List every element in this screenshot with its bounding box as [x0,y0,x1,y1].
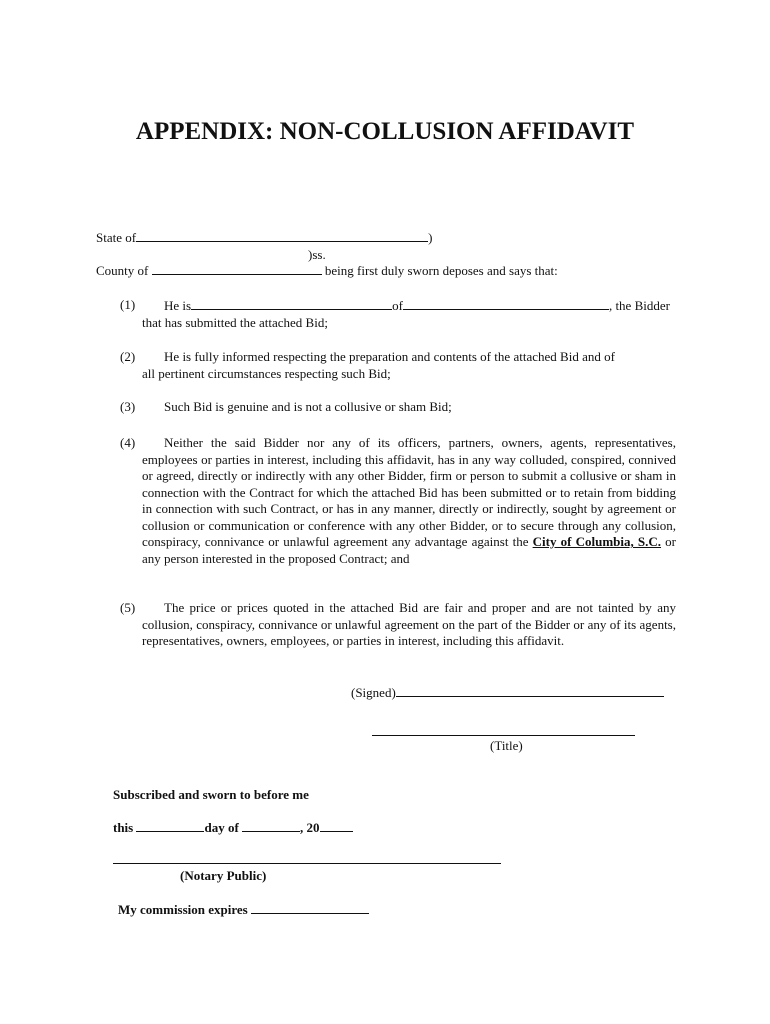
ss-mark: )ss. [308,247,326,262]
paragraph-4 [0,435,676,567]
year-blank[interactable] [320,819,353,832]
paragraph-number: (2) [120,349,136,364]
paragraph-text: Such Bid is genuine and is not a collusive or sham Bid; [164,399,452,414]
paragraph-text [142,435,676,567]
this-label: this [113,820,134,835]
paragraph-3 [0,399,678,416]
commission-blank[interactable] [251,901,369,914]
page-title: APPENDIX: NON-COLLUSION AFFIDAVIT [135,118,635,145]
notary-signature-blank[interactable] [113,863,501,864]
county-line [96,262,558,279]
state-line [96,229,432,246]
paragraph-number: (3) [120,399,136,414]
county-tail: being first duly sworn deposes and says that: [324,263,558,278]
he-is-label: He is [164,298,192,313]
paragraph-5 [0,600,676,650]
day-of-label: day of [204,820,239,835]
paragraph-4-text-a: Neither the said Bidder nor any of its officers, partners, owners, agents, representatives, employees or parties in interest, including this affidavit, has in any way colluded, conspired, connived or agreed, directly or indirectly with any other Bidder, firm or person to submit a collusive or sham in connection with the Contract for which the attached Bid has been submitted or to retain from bidding in connection with such Contract, or has in any manner, directly or indirectly, sought by agreement or collusion or communication or conference with any other Bidder, or to secure through any collusion, conspiracy, connivance or unlawful agreement any advantage against the [142,435,676,549]
signature-blank[interactable] [396,684,664,697]
month-blank[interactable] [242,819,300,832]
notary-public-label: (Notary Public) [180,868,267,883]
state-blank[interactable] [136,229,428,242]
paragraph-text [142,297,678,331]
state-close-paren: ) [428,230,433,245]
signed-label: (Signed) [351,685,396,700]
paragraph-1-continued: that has submitted the attached Bid; [142,314,328,330]
date-line [113,819,353,836]
paragraph-number: (5) [120,600,136,615]
paragraph-number: (4) [120,435,136,450]
commission-line [118,901,369,918]
company-blank[interactable] [403,297,609,310]
day-blank[interactable] [136,819,204,832]
of-label: of [392,298,403,313]
commission-label: My commission expires [118,902,248,917]
paragraph-1 [0,297,678,331]
state-label: State of [96,230,137,245]
signed-line [351,684,664,701]
title-label: (Title) [490,738,523,753]
city-name: City of Columbia, S.C. [532,534,662,549]
subscribed-line: Subscribed and sworn to before me [113,787,309,802]
title-blank[interactable] [372,735,635,736]
name-blank[interactable] [191,297,392,310]
county-blank[interactable] [152,262,322,275]
the-bidder-label: , the Bidder [608,298,670,313]
year-prefix: , 20 [300,820,320,835]
paragraph-text: He is fully informed respecting the preparation and contents of the attached Bid and of all pertinent circumstances respecting such Bid; [142,349,615,381]
paragraph-number: (1) [120,297,136,312]
paragraph-text: The price or prices quoted in the attached Bid are fair and proper and are not tainted by any collusion, conspiracy, connivance or unlawful agreement on the part of the Bidder or any of its agents, representatives, owners, employees, or parties in interest, including this affidavit. [142,600,676,648]
county-label: County of [96,263,149,278]
paragraph-2 [0,349,615,382]
paragraph-4-text-b: or any person interested in the proposed Contract; and [142,534,677,566]
